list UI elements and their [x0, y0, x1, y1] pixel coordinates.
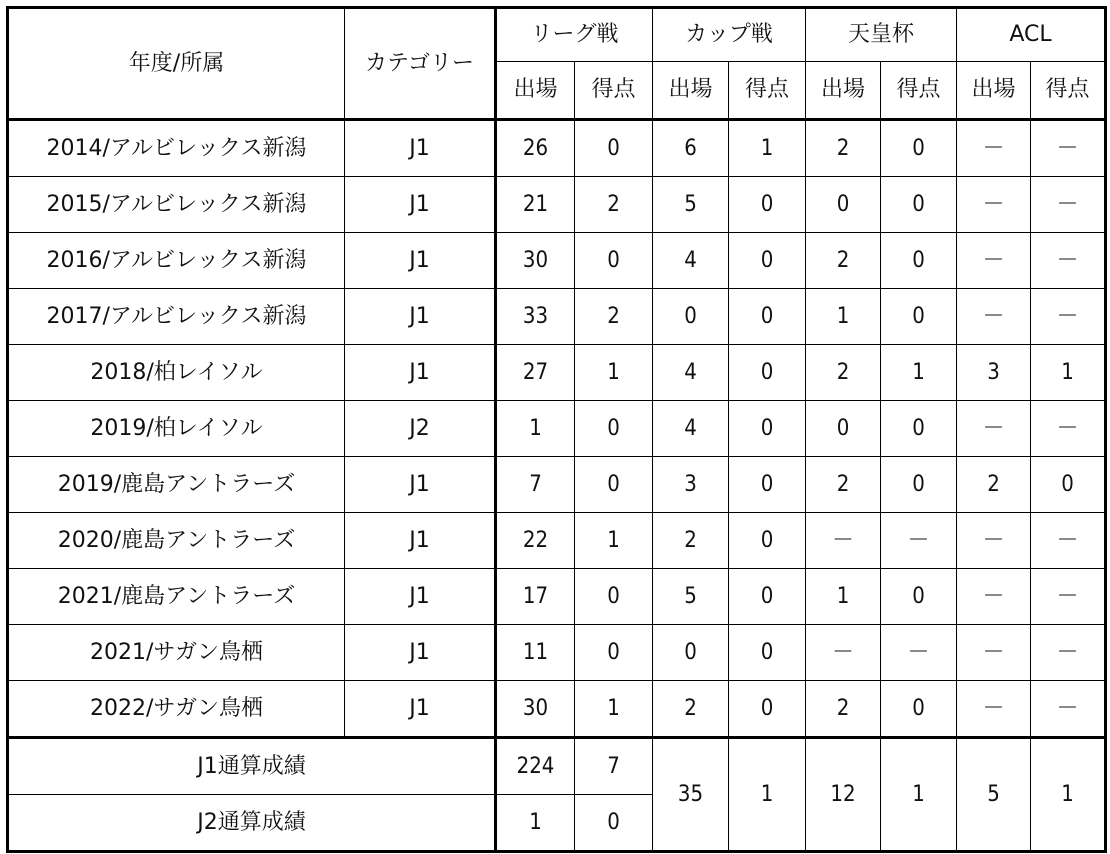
cell-year-club: 2019/鹿島アントラーズ: [8, 457, 345, 513]
table-row: [8, 120, 1106, 177]
header-emperors-cup-goals: 得点: [881, 62, 957, 120]
cell-emperors-cup-apps: －: [806, 513, 881, 569]
cell-emperors-cup-goals: 0: [881, 569, 957, 625]
table-row: [8, 625, 1106, 681]
cell-league-goals: 0: [575, 401, 653, 457]
cell-emperors-cup-apps: 2: [806, 681, 881, 738]
cell-league-apps: 11: [496, 625, 575, 681]
cell-league-apps: 30: [496, 681, 575, 738]
table-header: [8, 8, 1106, 120]
cell-emperors-cup-apps: 2: [806, 233, 881, 289]
total-acl-goals: 1: [1031, 738, 1106, 852]
total-acl-apps: 5: [957, 738, 1031, 852]
total-cup-apps: 35: [653, 738, 729, 852]
cell-emperors-cup-apps: 2: [806, 457, 881, 513]
cell-emperors-cup-apps: 0: [806, 401, 881, 457]
table-row: [8, 457, 1106, 513]
header-cup-apps: 出場: [653, 62, 729, 120]
cell-acl-apps: －: [957, 569, 1031, 625]
j2-total-label: J2通算成績: [8, 795, 496, 852]
cell-cup-apps: 4: [653, 233, 729, 289]
cell-cup-goals: 0: [729, 681, 806, 738]
cell-league-goals: 2: [575, 177, 653, 233]
cell-year-club: 2014/アルビレックス新潟: [8, 120, 345, 177]
header-emperors-cup-apps: 出場: [806, 62, 881, 120]
cell-acl-goals: －: [1031, 233, 1106, 289]
cell-acl-apps: －: [957, 625, 1031, 681]
cell-league-apps: 30: [496, 233, 575, 289]
cell-emperors-cup-apps: －: [806, 625, 881, 681]
cell-league-apps: 33: [496, 289, 575, 345]
header-emperors-cup: 天皇杯: [806, 8, 957, 62]
cell-league-apps: 26: [496, 120, 575, 177]
cell-acl-goals: －: [1031, 513, 1106, 569]
j2-total-league-goals: 0: [575, 795, 653, 852]
cell-league-goals: 0: [575, 457, 653, 513]
cell-emperors-cup-apps: 1: [806, 289, 881, 345]
total-cup-goals: 1: [729, 738, 806, 852]
cell-league-goals: 1: [575, 345, 653, 401]
cell-cup-goals: 0: [729, 289, 806, 345]
cell-acl-goals: 1: [1031, 345, 1106, 401]
cell-emperors-cup-goals: 0: [881, 681, 957, 738]
cell-acl-apps: －: [957, 681, 1031, 738]
cell-cup-goals: 0: [729, 177, 806, 233]
cell-cup-goals: 0: [729, 401, 806, 457]
header-league-apps: 出場: [496, 62, 575, 120]
cell-cup-apps: 3: [653, 457, 729, 513]
cell-category: J1: [345, 513, 496, 569]
cell-category: J1: [345, 345, 496, 401]
cell-cup-apps: 5: [653, 569, 729, 625]
cell-emperors-cup-goals: －: [881, 625, 957, 681]
cell-league-goals: 1: [575, 513, 653, 569]
cell-league-goals: 2: [575, 289, 653, 345]
j1-total-label: J1通算成績: [8, 738, 496, 795]
cell-acl-apps: －: [957, 289, 1031, 345]
cell-acl-goals: －: [1031, 177, 1106, 233]
cell-league-apps: 1: [496, 401, 575, 457]
cell-cup-goals: 0: [729, 345, 806, 401]
cell-category: J2: [345, 401, 496, 457]
total-emperors-cup-apps: 12: [806, 738, 881, 852]
header-league: リーグ戦: [496, 8, 653, 62]
cell-emperors-cup-goals: 0: [881, 289, 957, 345]
cell-cup-apps: 0: [653, 625, 729, 681]
cell-league-apps: 27: [496, 345, 575, 401]
cell-year-club: 2022/サガン鳥栖: [8, 681, 345, 738]
header-cup-goals: 得点: [729, 62, 806, 120]
cell-acl-goals: －: [1031, 289, 1106, 345]
header-year-club: 年度/所属: [8, 8, 345, 120]
cell-acl-goals: －: [1031, 120, 1106, 177]
table-row: [8, 401, 1106, 457]
career-stats-table: [6, 6, 1107, 853]
cell-cup-apps: 2: [653, 681, 729, 738]
cell-year-club: 2021/サガン鳥栖: [8, 625, 345, 681]
j1-total-league-apps: 224: [496, 738, 575, 795]
cell-category: J1: [345, 625, 496, 681]
table-row: [8, 345, 1106, 401]
cell-emperors-cup-goals: 0: [881, 233, 957, 289]
cell-league-goals: 0: [575, 120, 653, 177]
cell-cup-goals: 0: [729, 569, 806, 625]
table-row: [8, 569, 1106, 625]
table-row: [8, 177, 1106, 233]
cell-league-apps: 21: [496, 177, 575, 233]
cell-emperors-cup-goals: 0: [881, 120, 957, 177]
cell-emperors-cup-goals: －: [881, 513, 957, 569]
cell-cup-goals: 0: [729, 457, 806, 513]
cell-cup-apps: 2: [653, 513, 729, 569]
table-row: [8, 233, 1106, 289]
cell-cup-apps: 4: [653, 345, 729, 401]
cell-emperors-cup-goals: 1: [881, 345, 957, 401]
cell-league-goals: 0: [575, 233, 653, 289]
cell-category: J1: [345, 233, 496, 289]
header-acl-goals: 得点: [1031, 62, 1106, 120]
header-category: カテゴリー: [345, 8, 496, 120]
cell-acl-apps: －: [957, 177, 1031, 233]
cell-league-apps: 17: [496, 569, 575, 625]
total-emperors-cup-goals: 1: [881, 738, 957, 852]
cell-league-goals: 0: [575, 569, 653, 625]
cell-year-club: 2021/鹿島アントラーズ: [8, 569, 345, 625]
cell-emperors-cup-apps: 2: [806, 345, 881, 401]
cell-year-club: 2016/アルビレックス新潟: [8, 233, 345, 289]
cell-cup-apps: 6: [653, 120, 729, 177]
cell-year-club: 2019/柏レイソル: [8, 401, 345, 457]
cell-emperors-cup-apps: 0: [806, 177, 881, 233]
cell-league-apps: 22: [496, 513, 575, 569]
cell-cup-goals: 0: [729, 513, 806, 569]
cell-acl-apps: 2: [957, 457, 1031, 513]
cell-cup-apps: 4: [653, 401, 729, 457]
cell-year-club: 2017/アルビレックス新潟: [8, 289, 345, 345]
cell-acl-goals: －: [1031, 569, 1106, 625]
cell-league-apps: 7: [496, 457, 575, 513]
cell-emperors-cup-goals: 0: [881, 401, 957, 457]
cell-category: J1: [345, 569, 496, 625]
header-acl: ACL: [957, 8, 1106, 62]
cell-acl-apps: 3: [957, 345, 1031, 401]
table-row: [8, 289, 1106, 345]
cell-category: J1: [345, 120, 496, 177]
cell-year-club: 2015/アルビレックス新潟: [8, 177, 345, 233]
cell-acl-apps: －: [957, 120, 1031, 177]
cell-emperors-cup-apps: 2: [806, 120, 881, 177]
cell-acl-apps: －: [957, 233, 1031, 289]
table-row: [8, 681, 1106, 738]
cell-acl-goals: －: [1031, 401, 1106, 457]
cell-acl-goals: 0: [1031, 457, 1106, 513]
cell-category: J1: [345, 177, 496, 233]
cell-cup-goals: 0: [729, 625, 806, 681]
header-cup: カップ戦: [653, 8, 806, 62]
header-league-goals: 得点: [575, 62, 653, 120]
header-acl-apps: 出場: [957, 62, 1031, 120]
cell-acl-apps: －: [957, 513, 1031, 569]
cell-emperors-cup-goals: 0: [881, 177, 957, 233]
cell-cup-goals: 0: [729, 233, 806, 289]
table-row: [8, 513, 1106, 569]
cell-cup-goals: 1: [729, 120, 806, 177]
j1-total-league-goals: 7: [575, 738, 653, 795]
cell-cup-apps: 5: [653, 177, 729, 233]
j2-total-league-apps: 1: [496, 795, 575, 852]
totals-row-j1: [8, 738, 1106, 795]
cell-category: J1: [345, 681, 496, 738]
cell-acl-apps: －: [957, 401, 1031, 457]
cell-emperors-cup-apps: 1: [806, 569, 881, 625]
table-body: [8, 120, 1106, 852]
cell-acl-goals: －: [1031, 625, 1106, 681]
cell-league-goals: 0: [575, 625, 653, 681]
cell-category: J1: [345, 289, 496, 345]
cell-cup-apps: 0: [653, 289, 729, 345]
cell-emperors-cup-goals: 0: [881, 457, 957, 513]
cell-league-goals: 1: [575, 681, 653, 738]
cell-year-club: 2018/柏レイソル: [8, 345, 345, 401]
cell-year-club: 2020/鹿島アントラーズ: [8, 513, 345, 569]
cell-category: J1: [345, 457, 496, 513]
cell-acl-goals: －: [1031, 681, 1106, 738]
